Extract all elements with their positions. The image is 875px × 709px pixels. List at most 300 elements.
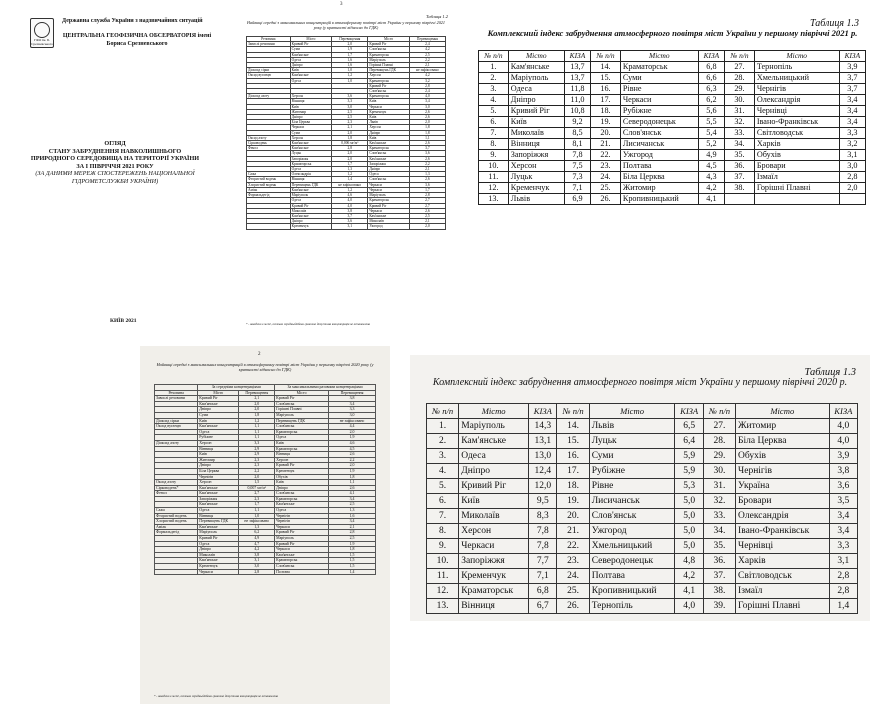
row-number: 35. bbox=[703, 539, 735, 554]
city-name: Лисичанськ bbox=[589, 494, 675, 509]
table-label: Таблиця 1.2 bbox=[426, 14, 449, 19]
table-cell: Біла Церква bbox=[290, 120, 332, 125]
column-header-num: № п/п bbox=[591, 51, 621, 62]
index-value: 13,7 bbox=[564, 62, 590, 73]
index-value: 3,9 bbox=[839, 62, 865, 73]
table-cell: 2,1 bbox=[409, 167, 445, 172]
city-name: Суми bbox=[589, 449, 675, 464]
city-name: Кропивницький bbox=[620, 194, 698, 205]
city-name: Чернігів bbox=[754, 84, 839, 95]
table-cell: 3,4 bbox=[329, 496, 376, 502]
column-header-num: № п/п bbox=[725, 51, 755, 62]
table-cell: Кам'янське bbox=[198, 485, 239, 491]
table-cell: 2,3 bbox=[239, 457, 275, 463]
row-number: 19. bbox=[557, 494, 589, 509]
table-cell: Кам'янське bbox=[290, 73, 332, 78]
concentration-table-2020 bbox=[154, 384, 376, 575]
table-cell: Вінниця bbox=[198, 513, 239, 519]
column-header-index: КІЗА bbox=[564, 51, 590, 62]
city-name: Горішні Плавні bbox=[754, 183, 839, 194]
table-cell: Херсон bbox=[368, 73, 410, 78]
table-cell: 2,9 bbox=[239, 452, 275, 458]
table-cell: 3,4 bbox=[329, 401, 376, 407]
city-name: Світловодськ bbox=[754, 128, 839, 139]
table-row bbox=[427, 539, 858, 554]
table-cell: Кам'янське bbox=[198, 524, 239, 530]
table-cell: Житомир bbox=[290, 109, 332, 114]
row-number: 6. bbox=[479, 117, 509, 128]
index-value: 2,8 bbox=[839, 172, 865, 183]
table-cell: 2,5 bbox=[332, 109, 368, 114]
city-name: Київ bbox=[508, 117, 564, 128]
row-number: 1. bbox=[427, 419, 459, 434]
table-row bbox=[427, 524, 858, 539]
table-cell: 2,2 bbox=[409, 57, 445, 62]
city-year: КИЇВ 2021 bbox=[110, 318, 137, 324]
row-number: 27. bbox=[725, 62, 755, 73]
row-number: 18. bbox=[591, 106, 621, 117]
index-value: 6,5 bbox=[675, 419, 703, 434]
table-cell: Діоксид азоту bbox=[247, 94, 291, 99]
row-number: 19. bbox=[591, 117, 621, 128]
column-header-index: КІЗА bbox=[829, 404, 857, 419]
index-value: 7,3 bbox=[564, 172, 590, 183]
table-cell: 2,1 bbox=[409, 219, 445, 224]
city-name: Хмельницький bbox=[589, 539, 675, 554]
table-cell: 1,2 bbox=[332, 187, 368, 192]
city-name: Дніпро bbox=[459, 464, 529, 479]
table-cell: Кам'янське bbox=[198, 558, 239, 564]
row-number: 34. bbox=[703, 524, 735, 539]
city-name: Запоріжжя bbox=[459, 554, 529, 569]
table-cell: Львів bbox=[368, 120, 410, 125]
city-name: Рубіжне bbox=[620, 106, 698, 117]
row-number: 25. bbox=[591, 183, 621, 194]
row-number: 23. bbox=[557, 554, 589, 569]
city-name: Олександрія bbox=[754, 95, 839, 106]
row-number: 31. bbox=[725, 106, 755, 117]
table-cell: Житомир bbox=[198, 457, 239, 463]
index-value: 3,7 bbox=[839, 84, 865, 95]
city-name: Чернівці bbox=[754, 106, 839, 117]
table-cell: Черкаси bbox=[368, 182, 410, 187]
column-header-city: Місто bbox=[459, 404, 529, 419]
table-cell: 2,3 bbox=[239, 463, 275, 469]
column-header: Місто bbox=[198, 390, 239, 396]
table-cell: Дніпро bbox=[290, 63, 332, 68]
table-cell: Одеса bbox=[198, 541, 239, 547]
table-cell: Кам'янське bbox=[368, 156, 410, 161]
table-cell: 2,1 bbox=[332, 125, 368, 130]
table-cell: 1,1 bbox=[239, 435, 275, 441]
table-cell: Одеса bbox=[290, 167, 332, 172]
row-number: 7. bbox=[479, 128, 509, 139]
column-header-num: № п/п bbox=[703, 404, 735, 419]
index-value: 3,7 bbox=[839, 73, 865, 84]
table-cell: 4,2 bbox=[239, 547, 275, 553]
table-row bbox=[427, 509, 858, 524]
table-cell: Біла Церква bbox=[198, 468, 239, 474]
row-number: 10. bbox=[479, 161, 509, 172]
table-cell: Кам'янське bbox=[198, 491, 239, 497]
row-number: 13. bbox=[479, 194, 509, 205]
table-cell: Слов'янськ bbox=[368, 89, 410, 94]
table-cell: Вінниця bbox=[290, 177, 332, 182]
table-cell: 1,8 bbox=[329, 474, 376, 480]
table-cell: 1,1 bbox=[329, 480, 376, 486]
table-cell: 2,0 bbox=[239, 407, 275, 413]
row-number: 26. bbox=[591, 194, 621, 205]
table-cell: 4,0 bbox=[332, 198, 368, 203]
table-cell: не зафіксовано bbox=[409, 68, 445, 73]
table-cell: Черкаси bbox=[198, 569, 239, 575]
city-name: Івано-Франківськ bbox=[754, 117, 839, 128]
city-name: Хмельницький bbox=[754, 73, 839, 84]
table-cell: Діоксид сірки bbox=[155, 418, 198, 424]
table-cell: Дніпро bbox=[275, 485, 329, 491]
row-number: 31. bbox=[703, 479, 735, 494]
row-number: 30. bbox=[725, 95, 755, 106]
row-number: 15. bbox=[557, 434, 589, 449]
table-cell: Київ bbox=[275, 440, 329, 446]
index-value: 4,0 bbox=[675, 599, 703, 614]
table-cell: 2,0 bbox=[409, 120, 445, 125]
table-cell: Запоріжжя bbox=[198, 496, 239, 502]
table-cell: Кам'янське bbox=[290, 187, 332, 192]
table-cell: Слов'янськ bbox=[275, 424, 329, 430]
table-cell: 4,6 bbox=[332, 193, 368, 198]
city-name: Маріуполь bbox=[459, 419, 529, 434]
table-cell: Краматорськ bbox=[368, 78, 410, 83]
table-cell: 2,8 bbox=[409, 83, 445, 88]
index-value: 4,1 bbox=[675, 584, 703, 599]
table-cell bbox=[247, 224, 291, 229]
concentration-table-2021 bbox=[246, 36, 446, 230]
index-value: 5,6 bbox=[698, 106, 724, 117]
index-value: 3,3 bbox=[829, 539, 857, 554]
table-row bbox=[427, 464, 858, 479]
city-name: Житомир bbox=[736, 419, 830, 434]
table-cell: Хлористий водень bbox=[155, 519, 198, 525]
row-number: 34. bbox=[725, 139, 755, 150]
table-cell: Одеса bbox=[198, 508, 239, 514]
index-value: 3,4 bbox=[839, 106, 865, 117]
city-name: Ужгород bbox=[620, 150, 698, 161]
table-cell: Сажа bbox=[155, 508, 198, 514]
table-cell: 1,7 bbox=[409, 187, 445, 192]
index-value: 1,4 bbox=[829, 599, 857, 614]
table-cell: 1,6 bbox=[332, 63, 368, 68]
table-cell: Кам'янське bbox=[290, 213, 332, 218]
row-number bbox=[725, 194, 755, 205]
row-number: 2. bbox=[427, 434, 459, 449]
table-cell: Оксид азоту bbox=[247, 135, 291, 140]
table-cell: 2,8 bbox=[332, 146, 368, 151]
table-cell: 2,0 bbox=[239, 401, 275, 407]
table-cell: 2,5 bbox=[409, 52, 445, 57]
table-cell: Вінниця bbox=[198, 446, 239, 452]
table-cell: Миколаїв bbox=[198, 552, 239, 558]
table-cell: 3,7 bbox=[332, 213, 368, 218]
table-cell: Вінниця bbox=[275, 452, 329, 458]
table-cell: 2,0 bbox=[332, 130, 368, 135]
table-cell: Дніпро bbox=[290, 219, 332, 224]
table-cell: Київ bbox=[275, 480, 329, 486]
table-cell: Дніпро bbox=[368, 130, 410, 135]
city-name: Світловодськ bbox=[736, 569, 830, 584]
table-cell: Краматорськ bbox=[368, 146, 410, 151]
index-value: 7,7 bbox=[529, 554, 557, 569]
table-cell: 4,0 bbox=[409, 94, 445, 99]
column-header-index: КІЗА bbox=[698, 51, 724, 62]
table-cell: Слов'янськ bbox=[368, 177, 410, 182]
table-cell: Суми bbox=[290, 47, 332, 52]
index-value: 10,8 bbox=[564, 106, 590, 117]
table-cell: Аміак bbox=[247, 187, 291, 192]
table-row bbox=[427, 569, 858, 584]
city-name: Ужгород bbox=[589, 524, 675, 539]
row-number: 4. bbox=[427, 464, 459, 479]
table-row bbox=[479, 150, 866, 161]
index-value: 11,0 bbox=[564, 95, 590, 106]
table-cell: 3,8 bbox=[239, 552, 275, 558]
index-value: 4,2 bbox=[675, 569, 703, 584]
table-cell: Кривий Ріг bbox=[275, 530, 329, 536]
table-cell: 2,2 bbox=[409, 161, 445, 166]
city-name: Лисичанськ bbox=[620, 139, 698, 150]
table-cell: Херсон bbox=[368, 125, 410, 130]
index-value: 14,3 bbox=[529, 419, 557, 434]
table-cell: 2,0 bbox=[409, 224, 445, 229]
table-cell: Маріуполь bbox=[368, 193, 410, 198]
table-cell: Кривий Ріг bbox=[368, 42, 410, 47]
table-cell: Кам'янське bbox=[290, 141, 332, 146]
table-cell: 3,6 bbox=[409, 151, 445, 156]
table-cell: Запоріжжя bbox=[368, 161, 410, 166]
index-value: 3,4 bbox=[839, 95, 865, 106]
row-number: 23. bbox=[591, 161, 621, 172]
table-cell: Ужгород bbox=[368, 224, 410, 229]
table-cell: 1,8 bbox=[329, 547, 376, 553]
table-cell: 2,4 bbox=[409, 89, 445, 94]
column-header-num: № п/п bbox=[479, 51, 509, 62]
city-name: Миколаїв bbox=[459, 509, 529, 524]
row-number: 36. bbox=[703, 554, 735, 569]
city-name: Черкаси bbox=[620, 95, 698, 106]
table-cell: 1,1 bbox=[239, 508, 275, 514]
row-number: 17. bbox=[591, 95, 621, 106]
table-cell: 2,6 bbox=[409, 115, 445, 120]
city-name: Харків bbox=[754, 139, 839, 150]
table-cell: Слов'янськ bbox=[275, 491, 329, 497]
ciza-table-2021 bbox=[478, 50, 866, 205]
table-row bbox=[427, 449, 858, 464]
index-value: 4,0 bbox=[829, 419, 857, 434]
table-cell: Суми bbox=[198, 412, 239, 418]
table-cell: Рубіжне bbox=[198, 435, 239, 441]
table-cell: Краматорськ bbox=[290, 161, 332, 166]
table-cell: 1,5 bbox=[329, 558, 376, 564]
table-cell: Слов'янськ bbox=[368, 151, 410, 156]
table-cell: Кременчук bbox=[290, 224, 332, 229]
table-cell: Сажа bbox=[247, 172, 291, 177]
table-cell: Маріуполь bbox=[290, 193, 332, 198]
column-header: Місто bbox=[290, 37, 332, 42]
city-name: Кропивницький bbox=[589, 584, 675, 599]
index-value: 2,8 bbox=[829, 584, 857, 599]
table-cell: 2,6 bbox=[409, 208, 445, 213]
table-cell: Краматорськ bbox=[275, 446, 329, 452]
table-cell: Київ bbox=[368, 135, 410, 140]
table-cell: 1,7 bbox=[332, 161, 368, 166]
table-cell: 4,5 bbox=[329, 446, 376, 452]
row-number: 15. bbox=[591, 73, 621, 84]
table-row bbox=[479, 183, 866, 194]
table-cell: 2,7 bbox=[239, 491, 275, 497]
table-cell: 1,1 bbox=[239, 424, 275, 430]
index-value: 7,8 bbox=[529, 524, 557, 539]
table-caption: Комплексний індекс забруднення атмосферного повітря міст України у першому півріччі 2021 р. bbox=[487, 28, 858, 38]
table-cell: 3,3 bbox=[239, 440, 275, 446]
row-number: 24. bbox=[591, 172, 621, 183]
table-cell: Кам'янське bbox=[368, 213, 410, 218]
index-value: 13,1 bbox=[529, 434, 557, 449]
table-cell: Завислі речовини bbox=[155, 396, 198, 402]
city-name: Тернопіль bbox=[589, 599, 675, 614]
table-row bbox=[479, 139, 866, 150]
table-cell: Слов'янськ bbox=[275, 401, 329, 407]
table-cell: 1,7 bbox=[332, 52, 368, 57]
table-cell: Сірководень* bbox=[155, 485, 198, 491]
table-row bbox=[427, 584, 858, 599]
table-cell: Кривий Ріг bbox=[275, 463, 329, 469]
city-name: Обухів bbox=[754, 150, 839, 161]
column-header: Місто bbox=[368, 37, 410, 42]
city-name: Кам'янське bbox=[508, 62, 564, 73]
table-row bbox=[155, 569, 376, 575]
table-caption: Найвищі середні з максимальних концентрацій в атмосферному повітрі міст України у першому півріччі 2020 року (у кратності відносно до ГДК) bbox=[156, 362, 374, 372]
table-cell: Краматорськ bbox=[368, 94, 410, 99]
index-value: 4,2 bbox=[698, 183, 724, 194]
column-header-num: № п/п bbox=[557, 404, 589, 419]
table-cell: 3,0 bbox=[239, 564, 275, 570]
column-header-city: Місто bbox=[589, 404, 675, 419]
row-number: 20. bbox=[591, 128, 621, 139]
table-row bbox=[427, 599, 858, 614]
table-cell: Чернігів bbox=[275, 519, 329, 525]
table-cell: 0,007 мг/м³ bbox=[239, 485, 275, 491]
city-name: Житомир bbox=[620, 183, 698, 194]
city-name: Чернівці bbox=[736, 539, 830, 554]
group-header-max: За максимальними разовими концентраціями bbox=[275, 385, 376, 391]
index-value: 5,0 bbox=[675, 524, 703, 539]
table-cell: 3,6 bbox=[409, 182, 445, 187]
table-cell: Слов'янськ bbox=[368, 47, 410, 52]
table-cell: Херсон bbox=[275, 457, 329, 463]
table-label: Таблиця 1.3 bbox=[810, 18, 859, 29]
footnote: * - наведено в мг/м³, оскільки середньодобова гранично допустима концентрація не встановлена bbox=[154, 694, 279, 698]
index-value: 12,4 bbox=[529, 464, 557, 479]
table-cell: Краматорськ bbox=[275, 558, 329, 564]
table-cell: 1,8 bbox=[332, 135, 368, 140]
table-cell: 1,0 bbox=[332, 78, 368, 83]
index-value: 6,7 bbox=[529, 599, 557, 614]
table-cell: Фенол bbox=[155, 491, 198, 497]
table-cell: 3,8 bbox=[332, 208, 368, 213]
index-value: 4,1 bbox=[698, 194, 724, 205]
table-cell: 2,5 bbox=[332, 115, 368, 120]
table-cell: Кременчук bbox=[368, 109, 410, 114]
table-cell: 2,3 bbox=[239, 496, 275, 502]
page-number: 3 bbox=[340, 2, 343, 7]
table-cell: Черкаси bbox=[290, 125, 332, 130]
table-cell: 2,5 bbox=[409, 213, 445, 218]
index-value: 5,9 bbox=[675, 449, 703, 464]
row-number: 27. bbox=[703, 419, 735, 434]
index-value: 3,3 bbox=[839, 128, 865, 139]
row-number: 30. bbox=[703, 464, 735, 479]
row-number: 16. bbox=[557, 449, 589, 464]
index-value: 3,6 bbox=[829, 479, 857, 494]
city-name: Краматорськ bbox=[620, 62, 698, 73]
table-cell: 3,8 bbox=[329, 396, 376, 402]
table-cell: Краматорськ bbox=[368, 198, 410, 203]
table-cell: 1,0 bbox=[332, 68, 368, 73]
table-cell: 1,9 bbox=[332, 47, 368, 52]
table-label: Таблиця 1.3 bbox=[804, 367, 856, 378]
index-value: 5,3 bbox=[675, 479, 703, 494]
table-cell: 3,0 bbox=[332, 104, 368, 109]
table-cell: Суми bbox=[290, 130, 332, 135]
table-row bbox=[427, 494, 858, 509]
city-name: Маріуполь bbox=[508, 73, 564, 84]
row-number: 21. bbox=[591, 139, 621, 150]
table-cell: 2,6 bbox=[329, 452, 376, 458]
row-number: 22. bbox=[557, 539, 589, 554]
index-value: 5,0 bbox=[675, 494, 703, 509]
table-cell: 2,3 bbox=[332, 120, 368, 125]
index-value: 6,2 bbox=[698, 95, 724, 106]
table-cell: 4,2 bbox=[409, 73, 445, 78]
index-value: 3,1 bbox=[829, 554, 857, 569]
index-value: 9,2 bbox=[564, 117, 590, 128]
index-value: 13,7 bbox=[564, 73, 590, 84]
table-cell: 1,6 bbox=[332, 57, 368, 62]
city-name: Рубіжне bbox=[589, 464, 675, 479]
index-value: 7,1 bbox=[529, 569, 557, 584]
table-cell: 1,5 bbox=[239, 480, 275, 486]
table-cell: 2,0 bbox=[329, 463, 376, 469]
table-cell: 2,0 bbox=[239, 474, 275, 480]
row-number: 16. bbox=[591, 84, 621, 95]
table-cell: 1,3 bbox=[332, 167, 368, 172]
table-cell: 1,4 bbox=[329, 569, 376, 575]
table-cell: не зафіксовано bbox=[329, 418, 376, 424]
table-cell: 2,7 bbox=[409, 203, 445, 208]
row-number: 14. bbox=[591, 62, 621, 73]
index-value: 3,1 bbox=[839, 150, 865, 161]
row-number: 20. bbox=[557, 509, 589, 524]
table-cell: Краматорськ bbox=[275, 429, 329, 435]
table-cell: Кам'янське bbox=[198, 401, 239, 407]
table-cell: 1,3 bbox=[329, 508, 376, 514]
row-number: 29. bbox=[703, 449, 735, 464]
table-cell: 3,4 bbox=[409, 99, 445, 104]
table-cell: Діоксид азоту bbox=[155, 440, 198, 446]
table-cell: Черкаси bbox=[368, 187, 410, 192]
row-number: 3. bbox=[479, 84, 509, 95]
index-value: 9,5 bbox=[529, 494, 557, 509]
